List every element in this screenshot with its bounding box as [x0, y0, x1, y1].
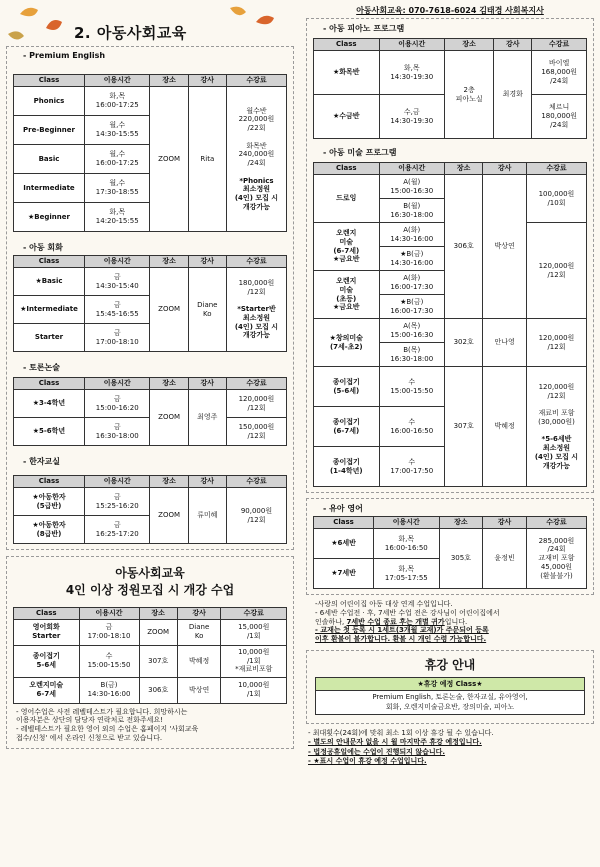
- holiday-notes: [308, 729, 592, 765]
- class-name: ★6세반: [314, 529, 374, 559]
- class-fee: 120,000원 /12회: [226, 390, 286, 418]
- header-time: 이용시간: [84, 378, 150, 390]
- piano-section: [306, 18, 594, 493]
- header-teacher: 강사: [483, 517, 527, 529]
- recruit-table: [13, 607, 287, 704]
- table-row: [314, 319, 587, 343]
- class-place: 2층 피아노실: [445, 51, 494, 139]
- header-class: Class: [14, 378, 85, 390]
- note-line: - 법정공휴일에는 수업이 진행되지 않습니다.: [308, 747, 446, 756]
- class-fee: 체르니 180,000원 /24회: [532, 95, 587, 139]
- section-label: - 한자교실: [23, 457, 61, 466]
- title-area: [4, 4, 296, 44]
- class-place: 306호: [139, 677, 177, 703]
- art-table: [313, 162, 587, 487]
- table-header: [314, 39, 587, 51]
- class-teacher: Rita: [188, 87, 226, 232]
- class-teacher: 윤정빈: [483, 529, 527, 589]
- class-place: ZOOM: [150, 488, 188, 544]
- table-header: [14, 75, 287, 87]
- table-row: [14, 645, 287, 677]
- header-class: Class: [314, 39, 380, 51]
- table-row: [14, 619, 287, 645]
- class-teacher: Diane Ko: [177, 619, 221, 645]
- class-time: A(월) 15:00-16:30: [379, 175, 445, 199]
- class-name: Intermediate: [14, 174, 85, 203]
- class-name: 드로잉: [314, 175, 380, 223]
- header-teacher: 강사: [494, 39, 532, 51]
- class-time: 수,금 14:30-19:30: [379, 95, 445, 139]
- class-name: 오렌지 미술 (6-7세) ★금요반: [314, 223, 380, 271]
- section-label: - 토론논술: [23, 363, 61, 372]
- class-name: ★7세반: [314, 559, 374, 589]
- class-name: ★아동한자 (5급반): [14, 488, 85, 516]
- class-time: 금 16:25-17:20: [84, 516, 150, 544]
- class-teacher: 박혜정: [177, 645, 221, 677]
- header-time: 이용시간: [84, 476, 150, 488]
- holiday-class-header: ★휴강 예정 Class★: [316, 678, 584, 691]
- class-place: 307호: [139, 645, 177, 677]
- header-place: 장소: [150, 378, 188, 390]
- header-teacher: 강사: [188, 75, 226, 87]
- class-name: Pre-Beginner: [14, 116, 85, 145]
- note-line: - ★표시 수업이 휴강 예정 수업입니다.: [308, 756, 427, 765]
- class-name: ★Intermediate: [14, 296, 85, 324]
- english-section: [6, 46, 294, 550]
- class-time: 월,수 17:30-18:55: [84, 174, 150, 203]
- header-class: Class: [14, 256, 85, 268]
- table-row: [14, 488, 287, 516]
- infant-section: [306, 498, 594, 595]
- holiday-class-list: Premium English, 토론논술, 한자교실, 유아영어, 회화, 오렌지미술금요반, 장의미술, 피아노: [316, 691, 584, 715]
- class-time: A(화) 16:00-17:30: [379, 271, 445, 295]
- table-row: [14, 87, 287, 116]
- note-line: - 레벨테스트가 필요한 영어 외의 수업은 홈페이지 '사회교육: [16, 725, 199, 734]
- header-time: 이용시간: [79, 607, 139, 619]
- class-place: ZOOM: [150, 268, 188, 352]
- class-name: ★수금반: [314, 95, 380, 139]
- piano-table: [313, 38, 587, 139]
- table-row: [314, 367, 587, 407]
- table-row: [314, 51, 587, 95]
- class-name: 종이접기 5-6세: [14, 645, 80, 677]
- header-time: 이용시간: [374, 517, 440, 529]
- section-label: - 아동 미술 프로그램: [323, 148, 397, 157]
- class-time: B(목) 16:30-18:00: [379, 343, 445, 367]
- class-place: 305호: [439, 529, 483, 589]
- class-name: ★화목반: [314, 51, 380, 95]
- class-teacher: 박혜정: [483, 367, 527, 487]
- class-time: 수 15:00-15:50: [379, 367, 445, 407]
- note-line: 이용자분은 상단의 담당자 연락처로 전화주세요!: [16, 716, 163, 725]
- class-name: 영어회화 Starter: [14, 619, 80, 645]
- english-table: [13, 74, 287, 232]
- header-time: 이용시간: [84, 75, 150, 87]
- table-header: [314, 163, 587, 175]
- header-time: 이용시간: [84, 256, 150, 268]
- header-fee: 수강료: [226, 75, 286, 87]
- header-place: 장소: [445, 39, 494, 51]
- header-class: Class: [314, 517, 374, 529]
- class-fee: 100,000원 /10회: [526, 175, 586, 223]
- note-line: - 최대횟수(24회)에 맞춰 최소 1회 이상 휴강 될 수 있습니다.: [308, 729, 494, 738]
- header-class: Class: [14, 75, 85, 87]
- holiday-section: [306, 650, 594, 725]
- table-header: [314, 517, 587, 529]
- note-line: - 6세반 수업전 · 후, 7세반 수업 전은 강사님이 어린이집에서 인솔하나, 7세반 수업 종료 후는 개별 귀가입니다.: [315, 608, 500, 626]
- class-time: ★B(금) 16:00-17:30: [379, 295, 445, 319]
- header-fee: 수강료: [526, 517, 586, 529]
- class-name: Starter: [14, 324, 85, 352]
- class-place: ZOOM: [150, 390, 188, 446]
- header-place: 장소: [439, 517, 483, 529]
- class-time: 화,목 17:05-17:55: [374, 559, 440, 589]
- table-row: [14, 390, 287, 418]
- note-line: - 영어수업은 사전 레벨테스트가 필요합니다. 희망하시는: [16, 707, 188, 716]
- header-fee: 수강료: [226, 378, 286, 390]
- recruit-section: [6, 556, 294, 749]
- header-fee: 수강료: [226, 476, 286, 488]
- class-name: ★창의미술 (7세-초2): [314, 319, 380, 367]
- header-class: Class: [314, 163, 380, 175]
- header-fee: 수강료: [526, 163, 586, 175]
- header-place: 장소: [150, 75, 188, 87]
- header-place: 장소: [445, 163, 483, 175]
- class-name: 오렌지 미술 (초등) ★금요반: [314, 271, 380, 319]
- class-time: 수 15:00-15:50: [79, 645, 139, 677]
- table-header: [14, 256, 287, 268]
- class-fee: 15,000원 /1회: [221, 619, 287, 645]
- class-fee: 120,000원 /12회 재료비 포함 (30,000원) *5-6세반 최소정원 (4인) 모집 시 개강가능: [526, 367, 586, 487]
- class-teacher: 최영주: [188, 390, 226, 446]
- class-place: 302호: [445, 319, 483, 367]
- class-place: 306호: [445, 175, 483, 319]
- class-teacher: 류미혜: [188, 488, 226, 544]
- class-place: 307호: [445, 367, 483, 487]
- class-teacher: 박상연: [177, 677, 221, 703]
- class-time: 금 14:30-15:40: [84, 268, 150, 296]
- class-fee: 바이엘 168,000원 /24회: [532, 51, 587, 95]
- class-fee: 285,000원 /24회 교재비 포함 45,000원 (환불불가): [526, 529, 586, 589]
- class-name: 종이접기 (1-4학년): [314, 447, 380, 487]
- class-time: B(월) 16:30-18:00: [379, 199, 445, 223]
- note-line: - 별도의 안내문자 없을 시 월 마지막주 휴강 예정입니다.: [308, 738, 482, 747]
- class-time: B(금) 14:30-16:00: [79, 677, 139, 703]
- header-place: 장소: [139, 607, 177, 619]
- class-place: ZOOM: [150, 87, 188, 232]
- class-fee: 120,000원 /12회: [526, 223, 586, 319]
- section-label: - 아동 피아노 프로그램: [323, 24, 405, 33]
- class-fee: 월수반 220,000원 /22회 화목반 240,000원 /24회 *Phonics 최소정원 (4인) 모집 시 개강가능: [226, 87, 286, 232]
- class-name: ★5-6학년: [14, 418, 85, 446]
- header-teacher: 강사: [188, 378, 226, 390]
- note-line: 이후 환불이 불가합니다. 환불 시 개인 수령 가능합니다.: [315, 635, 487, 643]
- recruit-subtitle: 4인 이상 정원모집 시 개강 수업: [65, 582, 235, 597]
- class-time: 금 15:25-16:20: [84, 488, 150, 516]
- header-class: Class: [14, 607, 80, 619]
- header-fee: 수강료: [226, 256, 286, 268]
- class-place: ZOOM: [139, 619, 177, 645]
- recruit-title: 아동사회교육: [115, 566, 185, 580]
- class-teacher: 최경화: [494, 51, 532, 139]
- class-time: 월,수 14:30-15:55: [84, 116, 150, 145]
- class-fee: 120,000원 /12회: [526, 319, 586, 367]
- header-class: Class: [14, 476, 85, 488]
- class-time: 금 15:45-16:55: [84, 296, 150, 324]
- section-label: - 아동 회화: [23, 243, 63, 252]
- header-fee: 수강료: [221, 607, 287, 619]
- right-notes: [312, 600, 588, 644]
- header-teacher: 강사: [483, 163, 527, 175]
- header-teacher: 강사: [188, 476, 226, 488]
- class-fee: 10,000원 /1회: [221, 677, 287, 703]
- header-teacher: 강사: [188, 256, 226, 268]
- header-time: 이용시간: [379, 163, 445, 175]
- class-teacher: Diane Ko: [188, 268, 226, 352]
- class-fee: 150,000원 /12회: [226, 418, 286, 446]
- header-place: 장소: [150, 476, 188, 488]
- note-line: -사랑의 어린이집 아동 대상 연계 수업입니다.: [315, 600, 453, 608]
- class-time: 금 17:00-18:10: [79, 619, 139, 645]
- class-name: 종이접기 (5-6세): [314, 367, 380, 407]
- table-header: [14, 378, 287, 390]
- class-name: ★아동한자 (8급반): [14, 516, 85, 544]
- class-time: 화,목 14:30-19:30: [379, 51, 445, 95]
- class-time: A(목) 15:00-16:30: [379, 319, 445, 343]
- table-header: [14, 476, 287, 488]
- class-fee: 10,000원 /1회 *재료비포함: [221, 645, 287, 677]
- class-time: 금 17:00-18:10: [84, 324, 150, 352]
- class-time: 월,수 16:00-17:25: [84, 145, 150, 174]
- class-name: Basic: [14, 145, 85, 174]
- conversation-table: [13, 255, 287, 352]
- holiday-class-box: [315, 677, 585, 716]
- section-label: - 유아 영어: [323, 504, 363, 513]
- recruit-notes: [13, 708, 287, 743]
- class-fee: 90,000원 /12회: [226, 488, 286, 544]
- class-fee: 180,000원 /12회 *Starter반 최소정원 (4인) 모집 시 개강가능: [226, 268, 286, 352]
- class-time: ★B(금) 14:30-16:00: [379, 247, 445, 271]
- class-teacher: 박상연: [483, 175, 527, 319]
- right-column: [304, 4, 596, 766]
- class-time: 수 17:00-17:50: [379, 447, 445, 487]
- debate-table: [13, 377, 287, 446]
- hanja-table: [13, 475, 287, 544]
- class-name: ★3-4학년: [14, 390, 85, 418]
- holiday-title: 휴강 안내: [424, 657, 476, 672]
- class-name: ★Basic: [14, 268, 85, 296]
- header-teacher: 강사: [177, 607, 221, 619]
- left-column: [4, 4, 296, 754]
- table-header: [14, 607, 287, 619]
- class-time: 수 16:00-16:50: [379, 407, 445, 447]
- class-time: 금 15:00-16:20: [84, 390, 150, 418]
- section-label: - Premium English: [23, 51, 106, 60]
- table-row: [14, 268, 287, 296]
- infant-table: [313, 516, 587, 589]
- note-line: 접수/신청' 에서 온라인 신청으로 받고 있습니다.: [16, 733, 163, 742]
- class-time: 화,목 16:00-16:50: [374, 529, 440, 559]
- class-teacher: 안나영: [483, 319, 527, 367]
- class-time: 금 16:30-18:00: [84, 418, 150, 446]
- class-time: 화,목 16:00-17:25: [84, 87, 150, 116]
- table-row: [314, 529, 587, 559]
- contact-info: 아동사회교육: 070-7618-6024 김태경 사회복지사: [356, 6, 544, 15]
- header-place: 장소: [150, 256, 188, 268]
- class-name: 종이접기 (6-7세): [314, 407, 380, 447]
- class-time: A(화) 14:30-16:00: [379, 223, 445, 247]
- class-time: 화,목 14:20-15:55: [84, 203, 150, 232]
- class-name: ★Beginner: [14, 203, 85, 232]
- header-time: 이용시간: [379, 39, 445, 51]
- class-name: 오렌지미술 6-7세: [14, 677, 80, 703]
- note-line: - 교재는 첫 등록 시 1세트(3개월 교재)가 주문되어 등록: [315, 626, 489, 635]
- page-title: 2. 아동사회교육: [74, 24, 187, 42]
- class-name: Phonics: [14, 87, 85, 116]
- table-row: [14, 677, 287, 703]
- header-fee: 수강료: [532, 39, 587, 51]
- table-row: [314, 175, 587, 199]
